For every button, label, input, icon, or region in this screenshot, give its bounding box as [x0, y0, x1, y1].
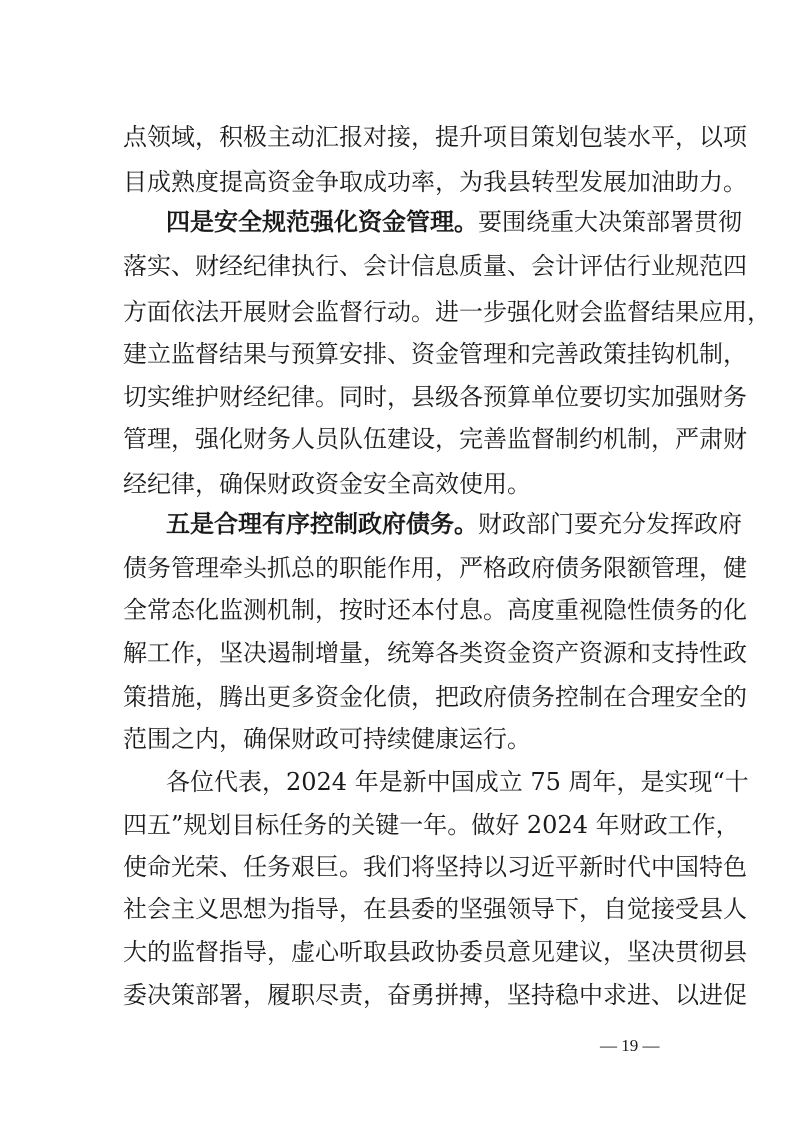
body-text-line: 大的监督指导，虚心听取县政协委员意见建议，坚决贯彻县: [123, 938, 747, 966]
body-text-line: 方面依法开展财会监督行动。进一步强化财会监督结果应用，: [123, 298, 771, 326]
body-text-line: 全常态化监测机制，按时还本付息。高度重视隐性债务的化: [123, 596, 747, 624]
body-text-line: 范围之内，确保财政可持续健康运行。: [123, 725, 531, 753]
body-text-line: 使命光荣、任务艰巨。我们将坚持以习近平新时代中国特色: [123, 853, 747, 881]
body-text: 财政部门要充分发挥政府: [478, 510, 742, 538]
paragraph-heading-line: [166, 202, 742, 242]
body-text-line: 各位代表，2024 年是新中国成立 75 周年，是实现“十: [166, 768, 749, 796]
body-text-line: 点领域，积极主动汇报对接，提升项目策划包装水平，以项: [123, 123, 747, 151]
body-text-line: 四五”规划目标任务的关键一年。做好 2024 年财政工作，: [123, 811, 740, 839]
section-heading-safe-funds: 四是安全规范强化资金管理。: [166, 207, 478, 236]
body-text-line: 解工作，坚决遏制增量，统筹各类资金资产资源和支持性政: [123, 639, 747, 667]
paragraph-heading-line: [166, 504, 742, 544]
body-text-line: 目成熟度提高资金争取成功率，为我县转型发展加油助力。: [123, 168, 747, 196]
body-text-line: 管理，强化财务人员队伍建设，完善监督制约机制，严肃财: [123, 425, 747, 453]
section-heading-government-debt: 五是合理有序控制政府债务。: [166, 509, 478, 538]
body-text-line: 切实维护财经纪律。同时，县级各预算单位要切实加强财务: [123, 383, 747, 411]
body-text-line: 社会主义思想为指导，在县委的坚强领导下，自觉接受县人: [123, 895, 747, 923]
body-text-line: 委决策部署，履职尽责，奋勇拼搏，坚持稳中求进、以进促: [123, 981, 747, 1009]
page-number: — 19 —: [600, 1036, 660, 1055]
body-text: 要围绕重大决策部署贯彻: [478, 208, 742, 236]
body-text-line: 经纪律，确保财政资金安全高效使用。: [123, 470, 531, 498]
body-text-line: 落实、财经纪律执行、会计信息质量、会计评估行业规范四: [123, 252, 747, 280]
body-text-line: 建立监督结果与预算安排、资金管理和完善政策挂钩机制，: [123, 340, 747, 368]
body-text-line: 债务管理牵头抓总的职能作用，严格政府债务限额管理，健: [123, 554, 747, 582]
body-text-line: 策措施，腾出更多资金化债，把政府债务控制在合理安全的: [123, 683, 747, 711]
